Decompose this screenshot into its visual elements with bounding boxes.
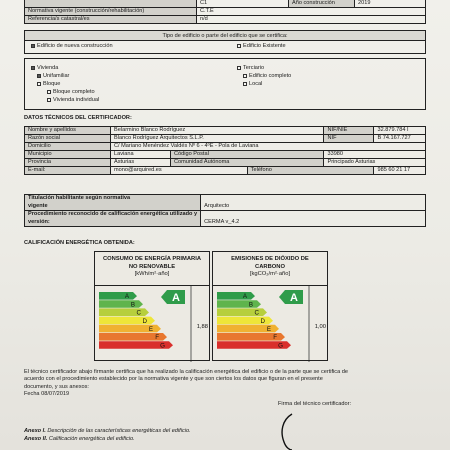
unifamiliar-option[interactable] <box>37 73 69 79</box>
rating-bar-label-b: B <box>248 301 253 309</box>
bloque-label: Bloque <box>43 81 61 87</box>
terciario-label: Terciario <box>243 65 265 71</box>
rating-bar-label-d: D <box>142 317 147 325</box>
nif2-label: NIF <box>324 135 374 143</box>
rating-bar-label-c: C <box>254 309 259 317</box>
municipio-label: Municipio <box>25 151 111 159</box>
building-type-box <box>24 30 426 54</box>
rating-bar-b <box>99 300 143 308</box>
checkbox-icon <box>31 44 35 48</box>
primary-energy-unit: [kWh/m²·año] <box>134 271 170 277</box>
municipio-value: Laviana <box>111 151 171 159</box>
nombre-label: Nombre y apellidos <box>25 127 111 135</box>
co2-title-2: CARBONO <box>255 263 285 270</box>
certifier-section-title: DATOS TÉCNICOS DEL CERTIFICADOR: <box>24 115 132 121</box>
certifier-table <box>24 126 426 175</box>
co2-emissions-header <box>213 252 327 286</box>
procedimiento-label <box>25 211 201 227</box>
use-type-box <box>24 58 426 110</box>
new-building-label: Edificio de nueva construcción <box>37 43 113 49</box>
rating-bar-a <box>217 292 255 300</box>
telefono-value: 985 60 21 17 <box>374 167 426 175</box>
rating-bar-label-a: A <box>124 293 129 301</box>
rating-value: 1,88 <box>196 324 208 330</box>
signature-label: Firma del técnico certificador: <box>278 401 352 407</box>
radio-icon <box>47 90 51 94</box>
radio-icon <box>47 98 51 102</box>
rating-bar-c <box>99 308 149 316</box>
annex-2 <box>24 436 135 443</box>
provincia-value: Asturias <box>111 159 171 167</box>
grade-letter: A <box>290 292 298 304</box>
existing-building-label: Edificio Existente <box>243 43 286 49</box>
rating-bar-label-a: A <box>242 293 247 301</box>
cp-value: 33980 <box>324 151 426 159</box>
normativa-value: C.T.E <box>197 8 426 16</box>
rating-bar-label-g: G <box>278 342 283 350</box>
email-value: mono@arquired.es <box>111 167 248 175</box>
vivienda-individual-option[interactable] <box>47 97 99 103</box>
new-building-option[interactable] <box>31 43 113 49</box>
provincia-label: Provincia <box>25 159 111 167</box>
rating-bar-label-g: G <box>160 342 165 350</box>
rating-bar-label-d: D <box>260 317 265 325</box>
annex-1 <box>24 428 191 435</box>
rating-bar-label-b: B <box>130 301 135 309</box>
titulacion-label <box>25 195 201 211</box>
radio-icon <box>237 66 241 70</box>
rating-bar-label-f: F <box>273 334 277 342</box>
terciario-option[interactable] <box>237 65 264 71</box>
radio-icon <box>243 74 247 78</box>
handwritten-signature <box>270 412 350 450</box>
co2-title-1: EMISIONES DE DIÓXIDO DE <box>231 256 309 262</box>
procedimiento-label-line1: Procedimiento reconocido de calificación energética utilizado y <box>28 211 198 218</box>
primary-energy-header <box>95 252 209 286</box>
primary-energy-title-2: NO RENOVABLE <box>128 263 176 270</box>
radio-icon <box>243 82 247 86</box>
radio-icon <box>37 82 41 86</box>
declaration-line-3: documento, y sus anexos: <box>24 383 89 390</box>
edificio-completo-option[interactable] <box>243 73 291 79</box>
nif-value: 32.879.784 I <box>374 127 426 135</box>
catastral-value: n/d <box>197 16 426 24</box>
zone-value: C1 <box>197 0 289 8</box>
normativa-label: Normativa vigente (construcción/rehabilitación) <box>25 8 197 16</box>
primary-energy-title-1: CONSUMO DE ENERGÍA PRIMARIA <box>102 256 201 262</box>
vivienda-label: Vivienda <box>37 65 59 71</box>
cp-label: Código Postal <box>171 151 324 159</box>
annex-1-label: Anexo I. <box>24 428 46 434</box>
email-label: E-mail: <box>25 167 111 175</box>
co2-emissions-scale <box>213 286 329 362</box>
year-label: Año construcción <box>289 0 355 8</box>
rating-section-title: CALIFICACIÓN ENERGÉTICA OBTENIDA: <box>24 240 135 246</box>
bloque-completo-option[interactable] <box>47 89 95 95</box>
unifamiliar-label: Unifamiliar <box>43 73 70 79</box>
ca-label: Comunidad Autónoma <box>171 159 324 167</box>
primary-energy-scale <box>95 286 211 362</box>
rating-bar-a <box>99 292 137 300</box>
building-data-table <box>24 0 426 24</box>
razon-label: Razón social <box>25 135 111 143</box>
local-option[interactable] <box>243 81 262 87</box>
checkbox-icon <box>237 44 241 48</box>
procedimiento-label-line2: versión: <box>28 218 50 225</box>
bloque-option[interactable] <box>37 81 60 87</box>
qualification-table <box>24 194 426 227</box>
bloque-completo-label: Bloque completo <box>53 89 95 95</box>
rating-bar-b <box>217 300 261 308</box>
rating-value: 1,00 <box>314 324 326 330</box>
local-label: Local <box>249 81 263 87</box>
annex-1-text: Descripción de las características energéticas del edificio. <box>47 428 191 434</box>
rating-bar-c <box>217 308 267 316</box>
vivienda-option[interactable] <box>31 65 58 71</box>
rating-bar-label-c: C <box>136 309 141 317</box>
declaration-line-1: El técnico certificador abajo firmante certifica que ha realizado la calificación energética del edificio o de la parte que se certifica de <box>24 369 348 375</box>
existing-building-option[interactable] <box>237 43 286 49</box>
co2-unit: [kgCO₂/m²·año] <box>249 271 291 277</box>
vivienda-individual-label: Vivienda individual <box>53 97 100 103</box>
nombre-value: Belarmino Blanco Rodríguez <box>111 127 324 135</box>
titulacion-label-line1: Titulación habilitante según normativa <box>28 195 131 202</box>
primary-energy-rating <box>94 251 210 361</box>
annex-2-label: Anexo II. <box>24 436 48 442</box>
domicilio-label: Domicilio <box>25 143 111 151</box>
radio-icon <box>37 74 41 78</box>
grade-letter: A <box>172 292 180 304</box>
annex-2-text: Calificación energética del edificio. <box>48 436 135 442</box>
declaration-date: Fecha 08/07/2019 <box>24 391 70 398</box>
cut-label-cell <box>25 0 197 8</box>
titulacion-value: Arquitecto <box>201 195 426 211</box>
year-value: 2019 <box>355 0 426 8</box>
ca-value: Principado Asturias <box>324 159 426 167</box>
building-type-header: Tipo de edificio o parte del edificio que se certifica: <box>25 31 425 41</box>
procedimiento-value: CERMA v_4.2 <box>201 211 426 227</box>
rating-bar-label-e: E <box>266 326 271 333</box>
nif2-value: B 74.167.727 <box>374 135 426 143</box>
co2-emissions-rating <box>212 251 328 361</box>
rating-bar-label-f: F <box>155 334 159 342</box>
domicilio-value: C/ Mariano Menéndez Valdés Nº 6 - 4ºE - Pola de Laviana <box>111 143 426 151</box>
declaration-line-2: acuerdo con el procedimiento establecido por la normativa vigente y que son ciertos los datos que figuran en el presente <box>24 376 323 383</box>
razon-value: Blanco Rodríguez Arquitectos S.L.P. <box>111 135 324 143</box>
edificio-completo-label: Edificio completo <box>249 73 292 79</box>
rating-bar-label-e: E <box>148 326 153 333</box>
radio-icon <box>31 66 35 70</box>
nif-label: NIF/NIE <box>324 127 374 135</box>
declaration-text <box>24 369 428 399</box>
catastral-label: Referencia/s catastral/es <box>25 16 197 24</box>
telefono-label: Teléfono <box>247 167 374 175</box>
titulacion-label-line2: vigente <box>28 202 48 209</box>
